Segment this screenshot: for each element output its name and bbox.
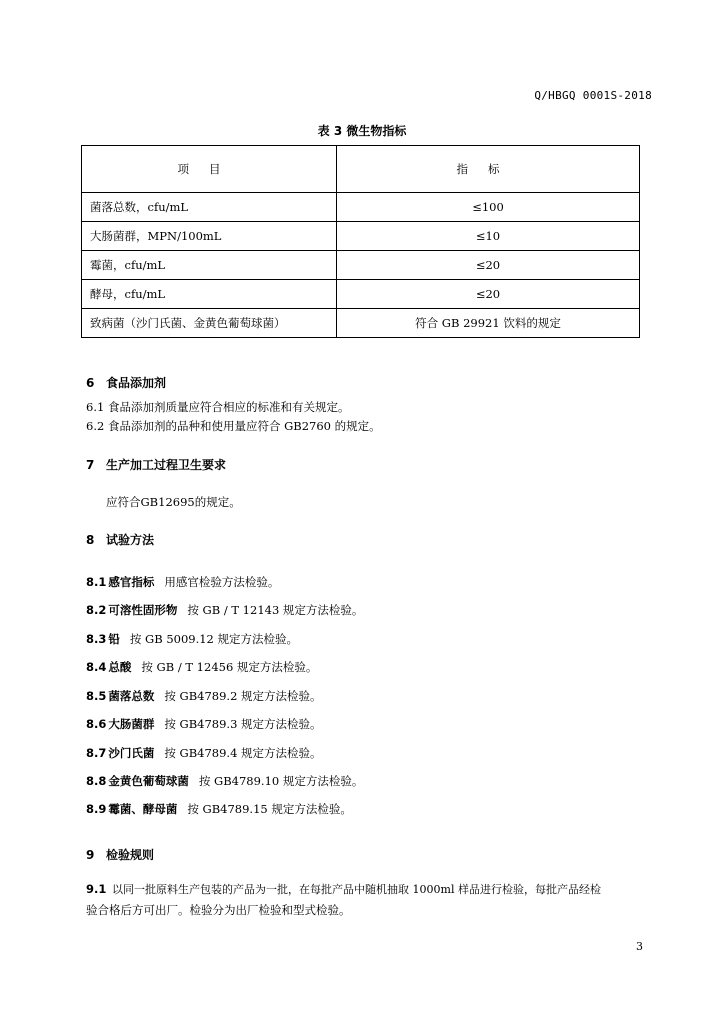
- section-7-text: 应符合GB12695的规定。: [106, 495, 241, 509]
- clause-8-8: [86, 773, 363, 789]
- clause-label: 感官指标: [108, 575, 155, 589]
- section-7-heading: [86, 456, 226, 473]
- table-cell-value: 符合 GB 29921 饮料的规定: [337, 309, 640, 338]
- clause-text: 按 GB4789.2 规定方法检验。: [164, 689, 322, 703]
- clause-text: 按 GB4789.4 规定方法检验。: [164, 746, 322, 760]
- clause-number: 8.5: [86, 689, 107, 703]
- column-header-item: 项目: [82, 146, 337, 193]
- section-number: 6: [86, 376, 95, 390]
- clause-text: 按 GB 5009.12 规定方法检验。: [129, 632, 299, 646]
- clause-8-2: [86, 602, 363, 618]
- table-row: [82, 280, 640, 309]
- clause-text: 按 GB4789.15 规定方法检验。: [187, 802, 352, 816]
- table-cell-item: 酵母，cfu/mL: [82, 280, 337, 309]
- table-cell-item: 菌落总数，cfu/mL: [82, 193, 337, 222]
- table-row: [82, 222, 640, 251]
- clause-8-7: [86, 745, 322, 761]
- section-title: 食品添加剂: [106, 376, 167, 390]
- section-9-heading: [86, 846, 154, 863]
- clause-number: 9.1: [86, 882, 107, 896]
- section-title: 生产加工过程卫生要求: [106, 458, 227, 472]
- table-cell-item: 霉菌，cfu/mL: [82, 251, 337, 280]
- table-title: 表 3 微生物指标: [317, 124, 407, 138]
- clause-text: 按 GB4789.3 规定方法检验。: [164, 717, 322, 731]
- table-cell-value: ≤20: [337, 251, 640, 280]
- clause-label: 菌落总数: [108, 689, 155, 703]
- clause-label: 铅: [108, 632, 120, 646]
- clause-8-1: [86, 574, 279, 590]
- clause-label: 可溶性固形物: [108, 603, 178, 617]
- column-header-index: 指标: [337, 146, 640, 193]
- page-number: 3: [636, 940, 643, 953]
- clause-8-5: [86, 688, 322, 704]
- clause-number: 8.2: [86, 603, 107, 617]
- clause-6-2: 6.2 食品添加剂的品种和使用量应符合 GB2760 的规定。: [86, 419, 381, 433]
- clause-label: 沙门氏菌: [108, 746, 155, 760]
- clause-number: 8.1: [86, 575, 107, 589]
- table-row: [82, 251, 640, 280]
- clause-text: 按 GB / T 12456 规定方法检验。: [141, 660, 318, 674]
- table-cell-item: 致病菌（沙门氏菌、金黄色葡萄球菌）: [82, 309, 337, 338]
- clause-text: 以同一批原料生产包装的产品为一批，在每批产品中随机抽取 1000ml 样品进行检验，每批产品经检: [112, 883, 601, 896]
- table-row: [82, 193, 640, 222]
- clause-number: 8.7: [86, 746, 107, 760]
- section-title: 试验方法: [106, 533, 155, 547]
- section-8-heading: [86, 531, 154, 548]
- clause-number: 8.6: [86, 717, 107, 731]
- clause-8-9: [86, 801, 352, 817]
- clause-text: 按 GB4789.10 规定方法检验。: [198, 774, 364, 788]
- clause-text: 用感官检验方法检验。: [164, 575, 280, 589]
- clause-label: 大肠菌群: [108, 717, 155, 731]
- clause-9-1-line-1: [86, 881, 601, 897]
- table-cell-item: 大肠菌群，MPN/100mL: [82, 222, 337, 251]
- standard-code: Q/HBGQ 0001S-2018: [534, 89, 652, 102]
- clause-label: 总酸: [108, 660, 132, 674]
- clause-8-3: [86, 631, 298, 647]
- clause-text: 按 GB / T 12143 规定方法检验。: [187, 603, 364, 617]
- table-row: [82, 309, 640, 338]
- table-cell-value: ≤20: [337, 280, 640, 309]
- section-number: 9: [86, 848, 95, 862]
- table-cell-value: ≤100: [337, 193, 640, 222]
- table-cell-value: ≤10: [337, 222, 640, 251]
- clause-number: 8.8: [86, 774, 107, 788]
- section-number: 7: [86, 458, 95, 472]
- clause-number: 8.4: [86, 660, 107, 674]
- section-6-heading: [86, 374, 166, 391]
- clause-8-4: [86, 659, 317, 675]
- section-number: 8: [86, 533, 95, 547]
- clause-8-6: [86, 716, 322, 732]
- clause-6-1: 6.1 食品添加剂质量应符合相应的标准和有关规定。: [86, 400, 350, 414]
- table-header-row: [82, 146, 640, 193]
- clause-9-1-line-2: 验合格后方可出厂。检验分为出厂检验和型式检验。: [86, 903, 351, 917]
- section-title: 检验规则: [106, 848, 155, 862]
- clause-label: 霉菌、酵母菌: [108, 802, 178, 816]
- clause-number: 8.3: [86, 632, 107, 646]
- clause-number: 8.9: [86, 802, 107, 816]
- microbial-indicators-table: [81, 145, 640, 338]
- clause-label: 金黄色葡萄球菌: [108, 774, 189, 788]
